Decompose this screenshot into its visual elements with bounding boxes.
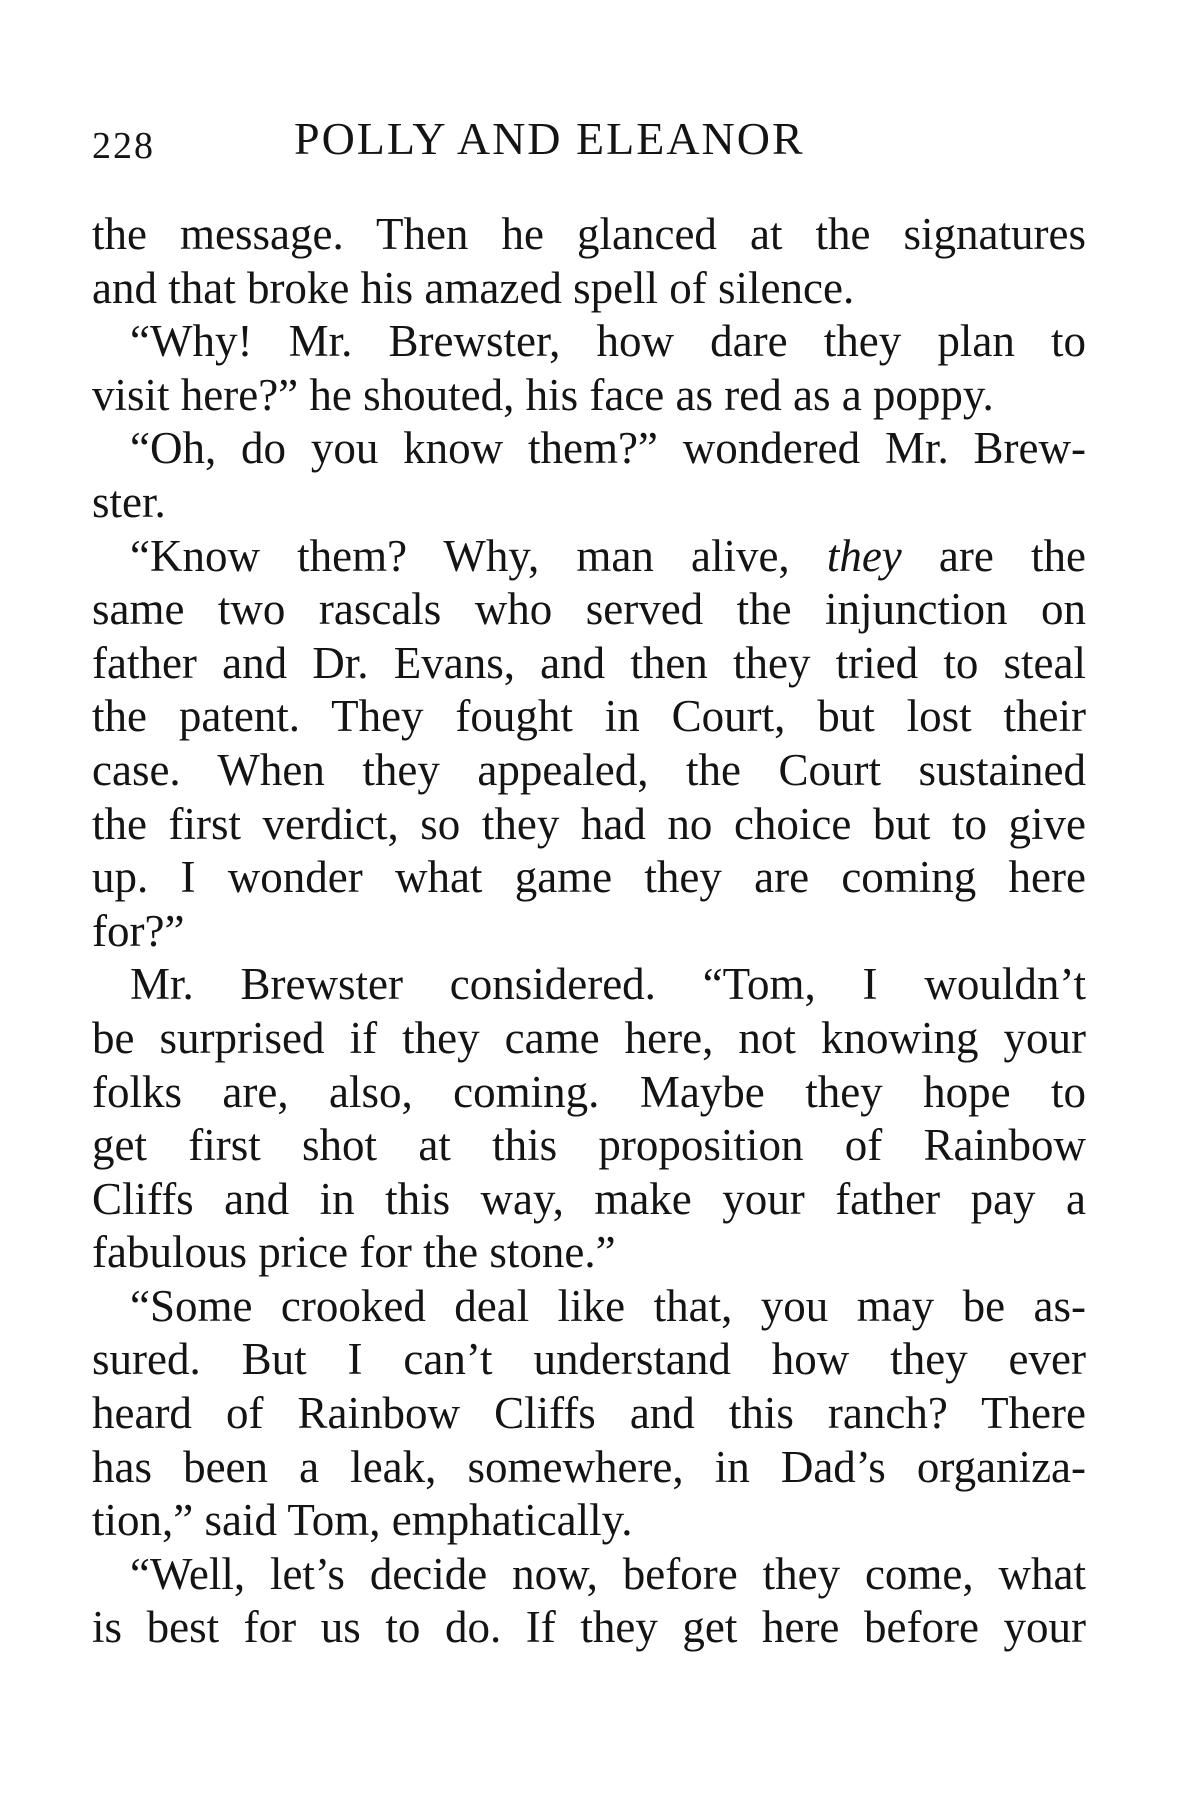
text-line: “Some crooked deal like that, you may be as- (130, 1280, 1086, 1331)
text-line: and that broke his amazed spell of silence. (92, 262, 855, 313)
text-line: tion,” said Tom, emphatically. (92, 1495, 633, 1546)
text-line: get first shot at this proposition of Rainbow (92, 1120, 1086, 1171)
text-line: heard of Rainbow Cliffs and this ranch? There (92, 1388, 1086, 1439)
text-line: “Why! Mr. Brewster, how dare they plan to (130, 316, 1086, 367)
text-line: “Oh, do you know them?” wondered Mr. Brew- (130, 423, 1086, 474)
text-line: fabulous price for the stone.” (92, 1227, 616, 1278)
emphasis: they (826, 530, 902, 581)
text-line: sured. But I can’t understand how they ever (92, 1334, 1086, 1385)
page-header (92, 112, 1092, 172)
body-text (92, 208, 1086, 1655)
text-line: the patent. They fought in Court, but lost their (92, 691, 1086, 742)
text-line: father and Dr. Evans, and then they tried to steal (92, 637, 1086, 688)
text-line: be surprised if they came here, not knowing your (92, 1012, 1086, 1063)
text-line: Cliffs and in this way, make your father pay a (92, 1173, 1086, 1224)
text-line: up. I wonder what game they are coming here (92, 852, 1086, 903)
text-line: ster. (92, 476, 166, 527)
text-line: for?” (92, 905, 185, 956)
page-number: 228 (92, 125, 155, 167)
text-line: the message. Then he glanced at the signatures (92, 209, 1086, 259)
running-title: POLLY AND ELEANOR (294, 113, 805, 164)
text-line: visit here?” he shouted, his face as red as a poppy. (92, 369, 994, 420)
text-line: folks are, also, coming. Maybe they hope to (92, 1066, 1086, 1117)
text-line: case. When they appealed, the Court sustained (92, 744, 1086, 795)
text-line: has been a leak, somewhere, in Dad’s organiza- (92, 1441, 1086, 1492)
text-line: same two rascals who served the injunction on (92, 584, 1086, 635)
text-line: “Well, let’s decide now, before they come, what (130, 1548, 1086, 1599)
text-line: the first verdict, so they had no choice but to give (92, 798, 1086, 849)
text-line: “Know them? Why, man alive, they are the (130, 530, 1086, 581)
text-line: is best for us to do. If they get here before your (92, 1602, 1086, 1653)
text-line: Mr. Brewster considered. “Tom, I wouldn’t (130, 959, 1086, 1010)
